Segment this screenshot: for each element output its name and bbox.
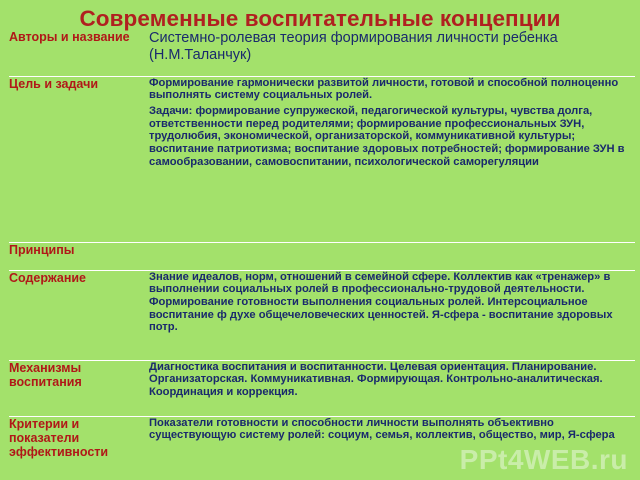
table-row [9,360,635,416]
concept-table [9,30,635,468]
mechanisms-text: Диагностика воспитания и воспитанности. Целевая ориентация. Планирование. Организаторская. Коммуникативная. Формирующая. Контрольно-аналитическая. Координация и коррекция. [149,360,603,398]
table-row [9,30,635,76]
tasks-text: Задачи: формирование супружеской, педагогической культуры, чувства долга, ответственности перед родителями; формирование профессиональных ЗУН, трудолюбия, экономической, организаторской, коммуникативной культуры; воспитание патриотизма; воспитание здоровых потребностей; формирование ЗУН в самообразовании, самовоспитании, психологической саморегуляции [149,104,625,168]
table-row [9,270,635,360]
content-text: Знание идеалов, норм, отношений в семейной сфере. Коллектив как «тренажер» в выполнении социальных ролей в профессионально-трудовой деятельности. Формирование готовности выполнения социальных ролей. Интерсоциальное воспитание ф духе общечеловеческих ценностей. Я-сфера - воспитание здоровых потр. [149,270,613,334]
row-content-mechanisms [149,360,635,416]
table-row [9,76,635,242]
row-content-content [149,270,635,360]
watermark: PPt4WEB.ru [459,444,628,475]
goal-text: Формирование гармонически развитой личности, готовой и способной полноценно выполнять систему социальных ролей. [149,76,619,102]
criteria-text: Показатели готовности и способности личности выполнять объективно существующую систему ролей: социум, семья, коллектив, общество, мир, Я-сфера [149,416,615,442]
row-content-principles [149,242,635,270]
row-label-principles: Принципы [9,242,149,270]
authors-text: Системно-ролевая теория формирования личности ребенка (Н.М.Таланчук) [149,30,558,63]
table-row [9,242,635,270]
row-label-goals: Цель и задачи [9,76,149,242]
row-label-criteria: Критерии и показатели эффективности [9,416,149,468]
row-content-goals [149,76,635,242]
row-label-authors: Авторы и название [9,30,130,44]
row-label-content: Содержание [9,270,149,360]
row-label-mechanisms: Механизмы воспитания [9,360,149,416]
row-content-authors [149,30,635,76]
slide-title: Современные воспитательные концепции [79,6,561,31]
